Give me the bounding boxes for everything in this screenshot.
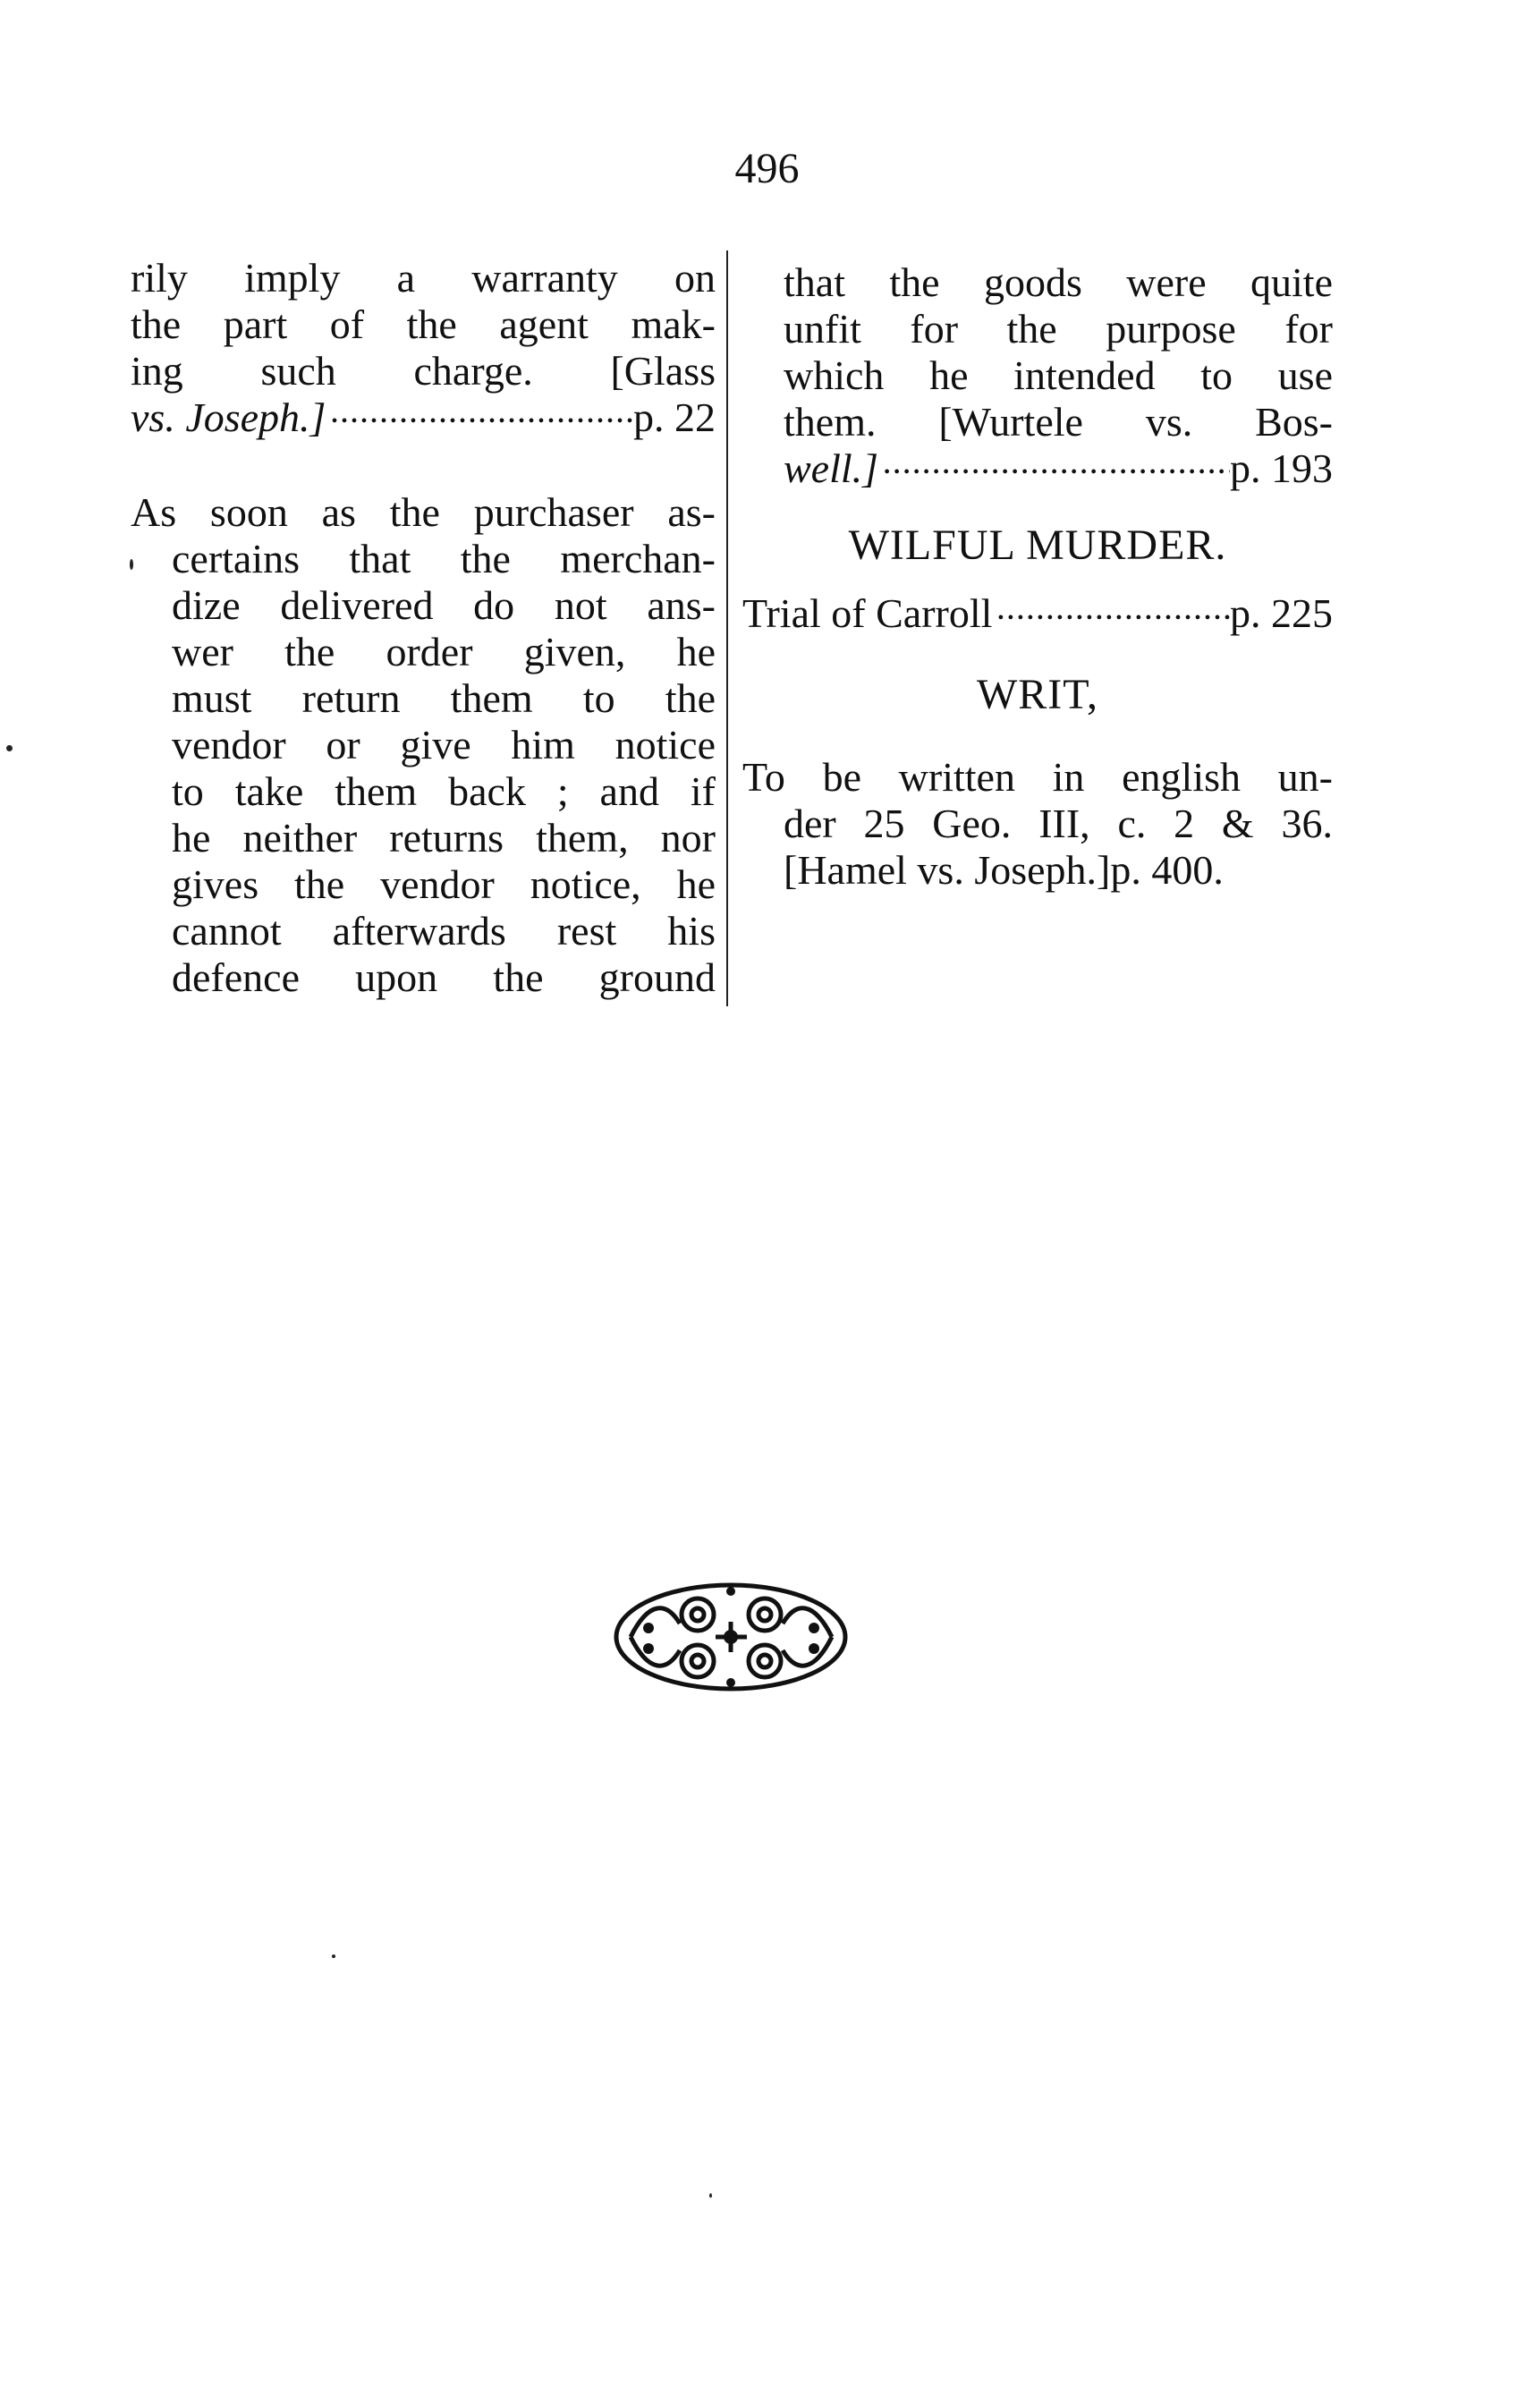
entry-line: der 25 Geo. III, c. 2 & 36. [784, 800, 1333, 846]
page-reference: p. 193 [1230, 445, 1333, 491]
entry-line: gives the vendor notice, he [172, 861, 716, 908]
section-heading-wilful-murder: WILFUL MURDER. [848, 521, 1227, 570]
entry-line: them. [Wurtele vs. Bos- [784, 399, 1333, 445]
column-divider [726, 250, 728, 1006]
entry-line: dize delivered do not ans- [172, 582, 716, 629]
entry-line: which he intended to use [784, 352, 1333, 398]
left-column [131, 255, 716, 1001]
entry-line: that the goods were quite [784, 259, 1333, 305]
leader-dots [992, 590, 1230, 640]
page-reference: p. 225 [1230, 590, 1333, 637]
print-speck [6, 745, 13, 751]
entry-writ [742, 754, 1333, 894]
entry-line: must return them to the [172, 675, 716, 722]
page-reference: p. 22 [633, 394, 716, 440]
entry-line: certains that the merchan- [172, 536, 716, 582]
entry-line: cannot afterwards rest his [172, 908, 716, 954]
entry-line: To be written in english un- [742, 753, 1333, 800]
case-citation: well.] [784, 445, 879, 491]
leader-dots [326, 394, 633, 445]
print-speck [709, 2193, 712, 2198]
entry-warranty [131, 255, 716, 445]
entry-line: [Hamel vs. Joseph.]p. 400. [784, 846, 1224, 893]
entry-line: unfit for the purpose for [784, 306, 1333, 352]
entry-reference [742, 590, 1333, 640]
entry-line: ing such charge. [Glass [131, 348, 716, 394]
entry-reference [131, 394, 716, 445]
page-number: 496 [734, 145, 800, 192]
print-speck [332, 1954, 335, 1958]
entry-reference [742, 445, 1333, 496]
entry-text: Trial of Carroll [742, 590, 993, 637]
entry-line: he neither returns them, nor [172, 815, 716, 861]
entry-line: defence upon the ground [172, 954, 716, 1001]
entry-line: vendor or give him notice [172, 722, 716, 768]
entry-line: wer the order given, he [172, 629, 716, 675]
leader-dots [878, 445, 1230, 496]
floral-ornament-icon [613, 1579, 850, 1695]
right-column [742, 259, 1333, 894]
case-citation: vs. Joseph.] [131, 394, 326, 440]
entry-merchandise [131, 489, 716, 1001]
print-speck [130, 559, 133, 570]
entry-line: rily imply a warranty on [131, 255, 716, 301]
entry-line: to take them back ; and if [172, 768, 716, 815]
entry-line: As soon as the purchaser as- [131, 489, 716, 536]
entry-unfit-goods [742, 259, 1333, 496]
section-heading-writ: WRIT, [976, 670, 1099, 718]
entry-line: the part of the agent mak- [131, 301, 716, 347]
